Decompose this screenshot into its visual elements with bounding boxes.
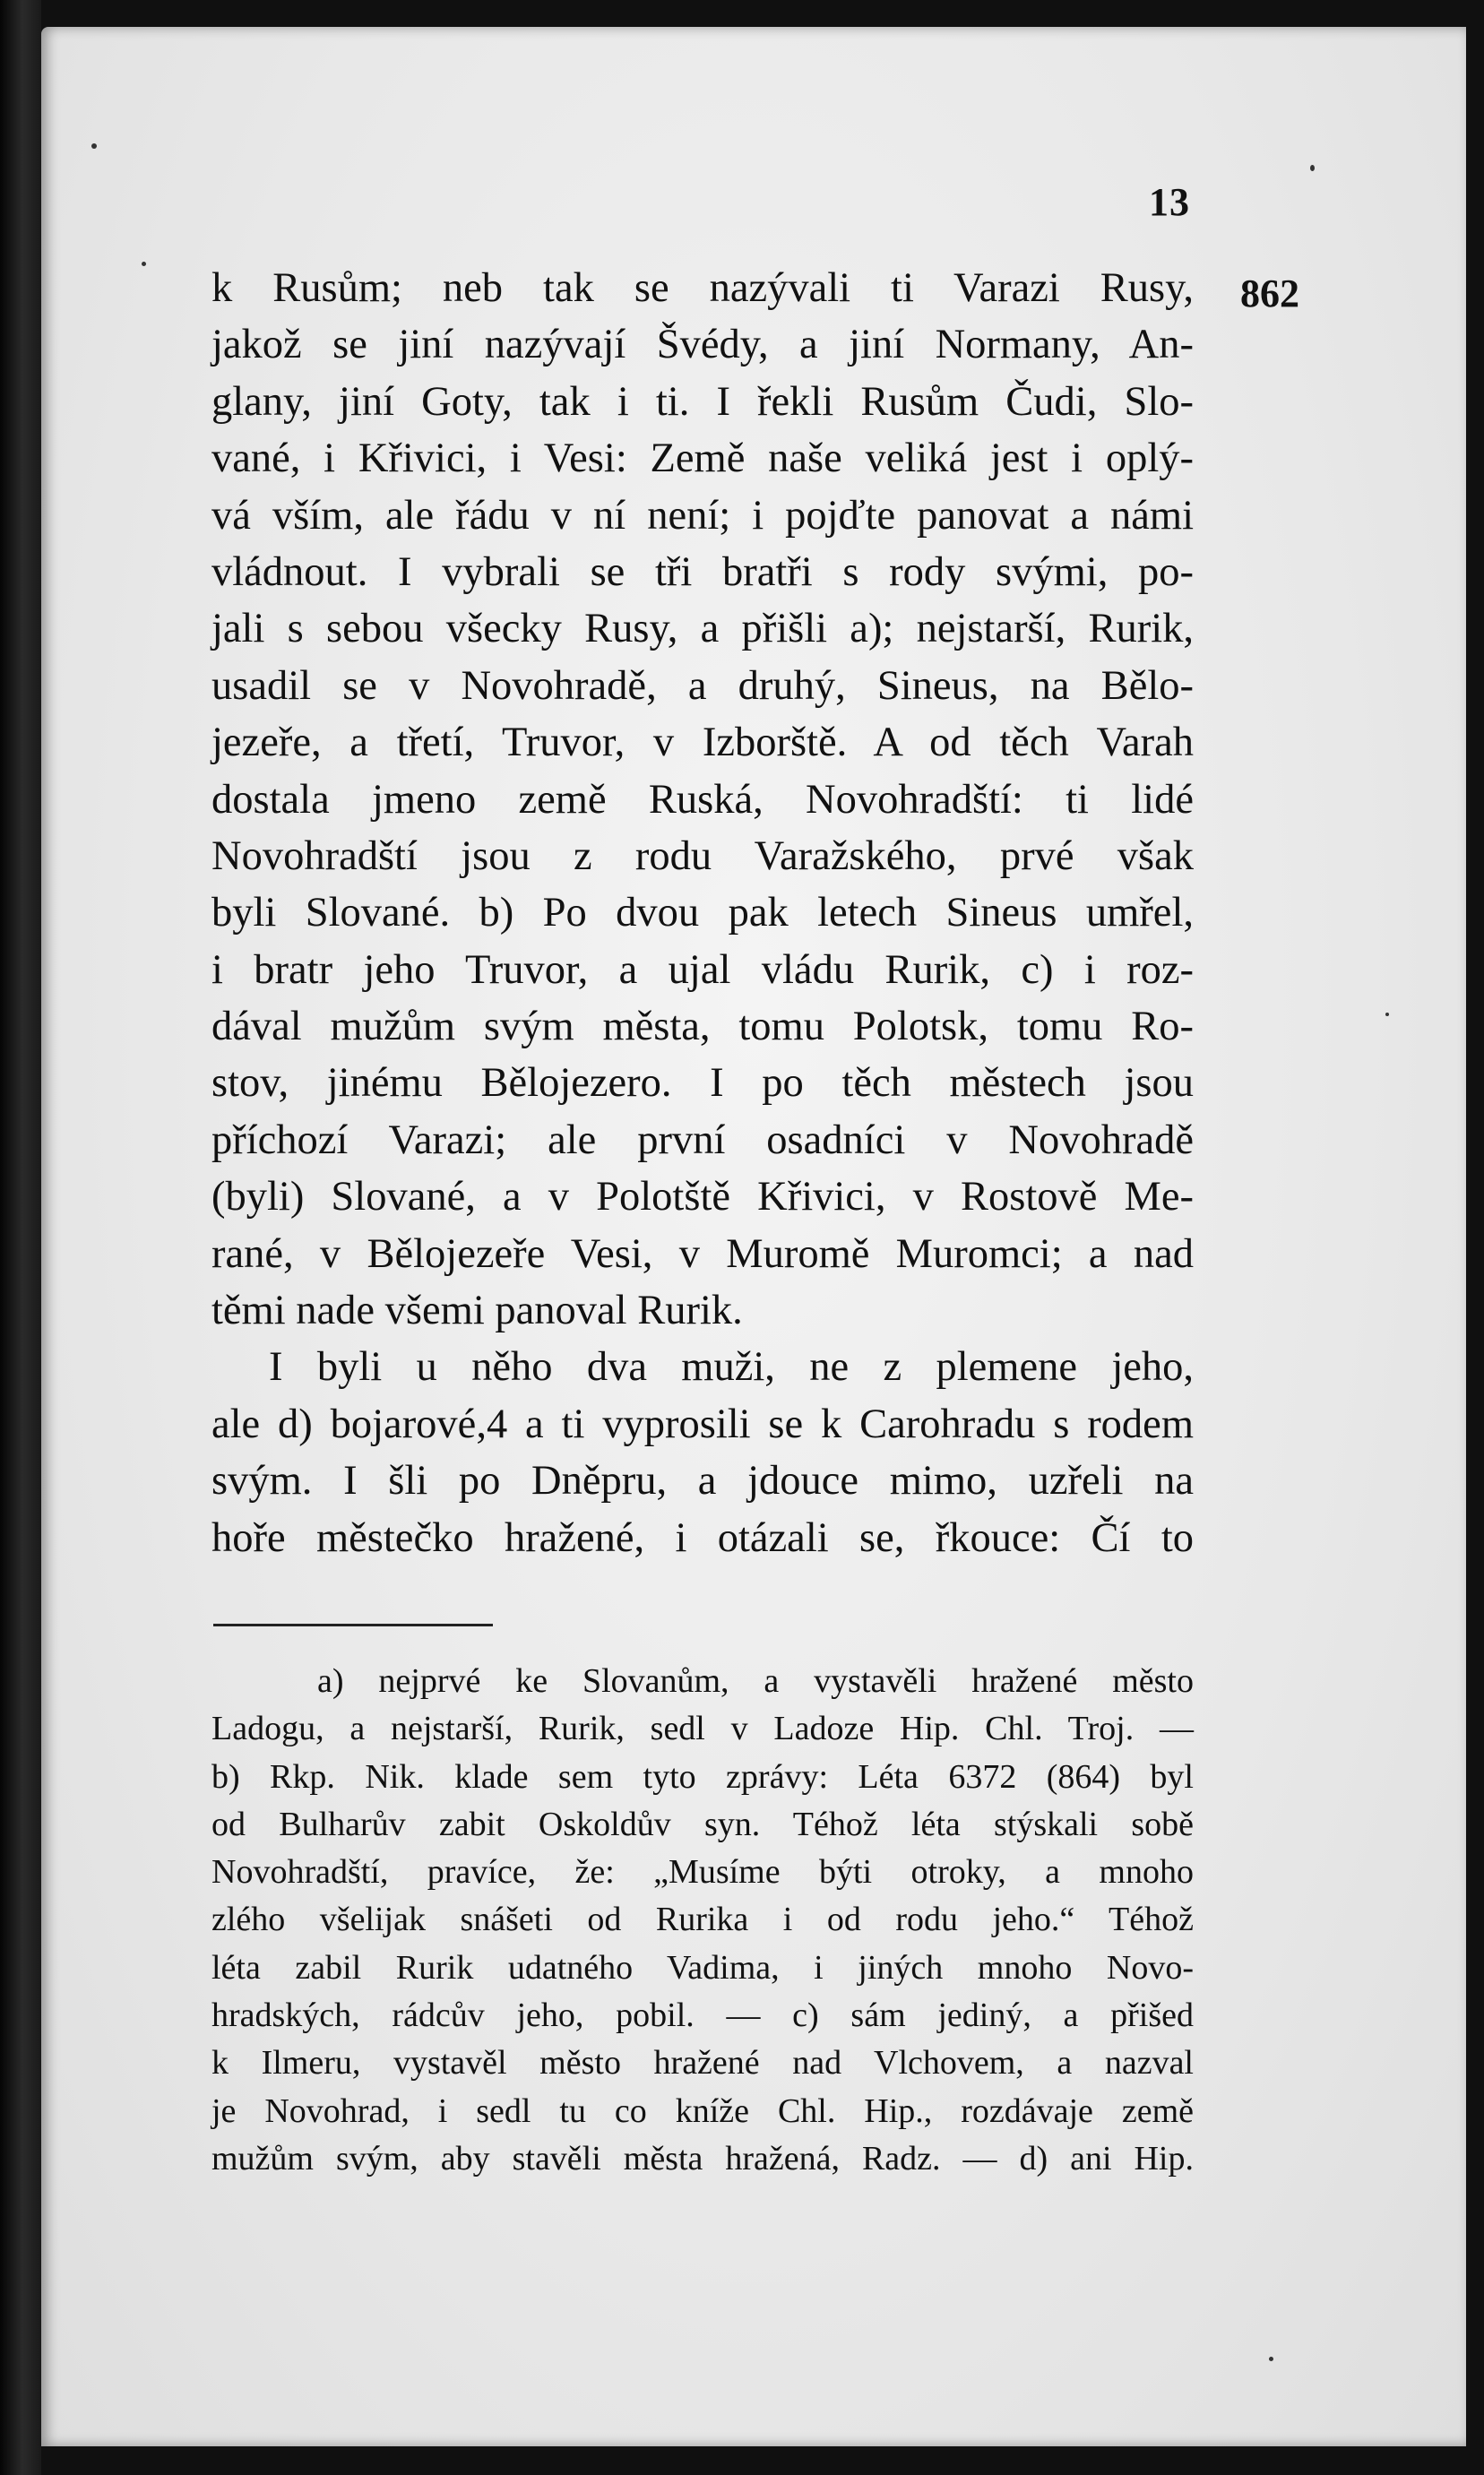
footnote-line: od Bulharův zabit Oskoldův syn. Téhož léta stýskali sobě: [211, 1805, 1194, 1843]
footnote-line: a) nejprvé ke Slovanům, a vystavěli hražené město: [317, 1662, 1194, 1700]
text-line: (byli) Slované, a v Polotště Křivici, v Rostově Me-: [211, 1174, 1194, 1220]
margin-year-marker: 862: [1240, 272, 1299, 315]
dust-speck: [91, 143, 97, 149]
text-line: jakož se jiní nazývají Švédy, a jiní Normany, An-: [211, 322, 1194, 368]
footnote-line: Novohradští, pravíce, že: „Musíme býti otroky, a mnoho: [211, 1853, 1194, 1892]
text-line: glany, jiní Goty, tak i ti. I řekli Rusům Čudi, Slo-: [211, 378, 1194, 425]
footnote-line: mužům svým, aby stavěli města hražená, Radz. — d) ani Hip.: [211, 2139, 1194, 2177]
text-line: Novohradští jsou z rodu Varažského, prvé však: [211, 832, 1194, 879]
footnote-line: zlého všelijak snášeti od Rurika i od rodu jeho.“ Téhož: [211, 1901, 1194, 1939]
text-line: i bratr jeho Truvor, a ujal vládu Rurik, c) i roz-: [211, 946, 1194, 993]
text-line: svým. I šli po Dněpru, a jdouce mimo, uzřeli na: [211, 1458, 1194, 1505]
dust-speck: [142, 262, 146, 266]
book-binding-edge: [0, 0, 41, 2475]
text-line: jali s sebou všecky Rusy, a přišli a); nejstarší, Rurik,: [211, 606, 1194, 652]
text-line: stov, jinému Bělojezero. I po těch městech jsou: [211, 1060, 1194, 1107]
text-line: dostala jmeno země Ruská, Novohradští: ti lidé: [211, 776, 1194, 823]
text-line: vá vším, ale řádu v ní není; i pojďte panovat a námi: [211, 492, 1194, 539]
footnotes-block: [211, 1658, 1194, 2183]
dust-speck: [1310, 165, 1315, 171]
text-line: hoře městečko hražené, i otázali se, řkouce: Čí to: [211, 1514, 1194, 1561]
footnote-divider: [213, 1624, 493, 1626]
footnote-line: b) Rkp. Nik. klade sem tyto zprávy: Léta 6372 (864) byl: [211, 1757, 1194, 1796]
dust-speck: [1269, 2357, 1273, 2361]
text-line: jezeře, a třetí, Truvor, v Izborště. A od těch Varah: [211, 720, 1194, 766]
text-line: příchozí Varazi; ale první osadníci v Novohradě: [211, 1117, 1194, 1163]
page-number: 13: [1149, 180, 1190, 224]
paragraph-end-line: těmi nade všemi panoval Rurik.: [211, 1288, 743, 1334]
footnote-line: k Ilmeru, vystavěl město hražené nad Vlchovem, a nazval: [211, 2044, 1194, 2083]
footnote-line: Ladogu, a nejstarší, Rurik, sedl v Ladoze Hip. Chl. Troj. —: [211, 1710, 1194, 1748]
text-line: dával mužům svým města, tomu Polotsk, tomu Ro-: [211, 1004, 1194, 1050]
text-line: usadil se v Novohradě, a druhý, Sineus, na Bělo-: [211, 662, 1194, 709]
footnote-line: hradských, rádcův jeho, pobil. — c) sám jediný, a přišed: [211, 1996, 1194, 2035]
text-line: vládnout. I vybrali se tři bratři s rody svými, po-: [211, 548, 1194, 595]
dust-speck: [1385, 1013, 1389, 1016]
main-text-block: [211, 260, 1194, 1566]
text-line: byli Slované. b) Po dvou pak letech Sineus umřel,: [211, 890, 1194, 936]
footnote-line: je Novohrad, i sedl tu co kníže Chl. Hip., rozdávaje země: [211, 2091, 1194, 2130]
footnote-line: léta zabil Rurik udatného Vadima, i jiných mnoho Novo-: [211, 1948, 1194, 1987]
text-line: ale d) bojarové,4 a ti vyprosili se k Carohradu s rodem: [211, 1401, 1194, 1447]
text-line: k Rusům; neb tak se nazývali ti Varazi Rusy,: [211, 265, 1194, 311]
text-line: vané, i Křivici, i Vesi: Země naše veliká jest i oplý-: [211, 435, 1194, 482]
paragraph-start-line: I byli u něho dva muži, ne z plemene jeho,: [269, 1344, 1194, 1391]
text-line: rané, v Bělojezeře Vesi, v Muromě Muromci; a nad: [211, 1230, 1194, 1277]
